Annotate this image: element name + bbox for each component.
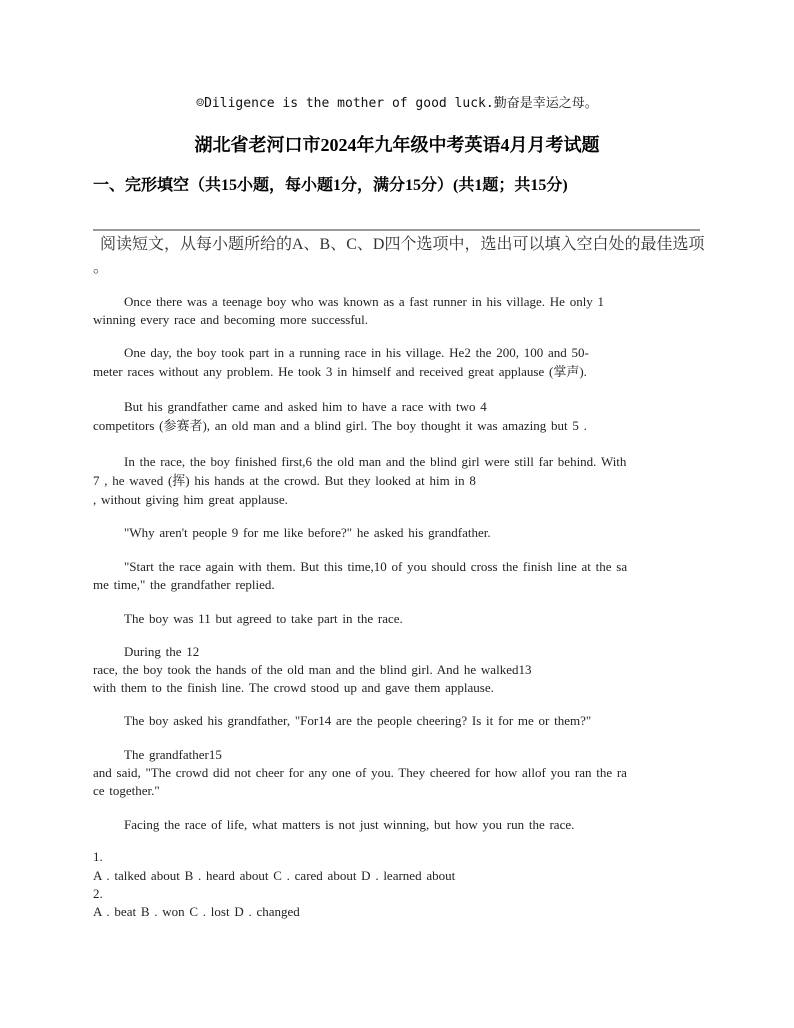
section-divider [93,229,700,231]
passage-line: with them to the finish line. The crowd stood up and gave them applause. [93,680,494,695]
passage-line: During the 12 [124,644,200,659]
motto: ☺Diligence is the mother of good luck.勤奋是幸运之母。 [196,96,598,111]
passage-line: One day, the boy took part in a running race in his village. He2 the 200, 100 and 50- [124,345,589,360]
instruction-line: 。 [93,259,110,276]
passage-line: meter races without any problem. He took 3 in himself and received great applause (掌声). [93,364,587,379]
passage-line: In the race, the boy finished first,6 the old man and the blind girl were still far behind. With [124,454,627,469]
question-options: A . talked about B . heard about C . cared about D . learned about [93,868,456,883]
passage-line: Once there was a teenage boy who was known as a fast runner in his village. He only 1 [124,294,605,309]
passage-line: me time," the grandfather replied. [93,577,275,592]
question-options: A . beat B . won C . lost D . changed [93,904,300,919]
page-title: 湖北省老河口市2024年九年级中考英语4月月考试题 [194,135,600,155]
passage-line: But his grandfather came and asked him to have a race with two 4 [124,399,487,414]
passage-line: competitors (参赛者), an old man and a blind girl. The boy thought it was amazing but 5 . [93,418,587,433]
section-heading: 一、完形填空（共15小题，每小题1分，满分15分）(共1题；共15分) [93,177,568,194]
passage-line: winning every race and becoming more successful. [93,312,369,327]
passage-line: The boy was 11 but agreed to take part in the race. [124,611,403,626]
passage-line: "Why aren't people 9 for me like before?" he asked his grandfather. [124,525,491,540]
passage-line: The grandfather15 [124,747,222,762]
question-number: 2. [93,886,103,901]
passage-line: and said, "The crowd did not cheer for any one of you. They cheered for how allof you ran the ra [93,765,627,780]
passage-line: Facing the race of life, what matters is not just winning, but how you run the race. [124,817,575,832]
passage-line: race, the boy took the hands of the old man and the blind girl. And he walked13 [93,662,532,677]
passage-line: 7 , he waved (挥) his hands at the crowd. But they looked at him in 8 [93,473,476,488]
passage-line: The boy asked his grandfather, "For14 are the people cheering? Is it for me or them?" [124,713,592,728]
question-number: 1. [93,849,103,864]
passage-line: ce together." [93,783,160,798]
passage-line: , without giving him great applause. [93,492,288,507]
passage-line: "Start the race again with them. But this time,10 of you should cross the finish line at the sa [124,559,628,574]
instruction-line: 阅读短文，从每小题所给的A、B、C、D四个选项中，选出可以填入空白处的最佳选项 [100,236,705,253]
